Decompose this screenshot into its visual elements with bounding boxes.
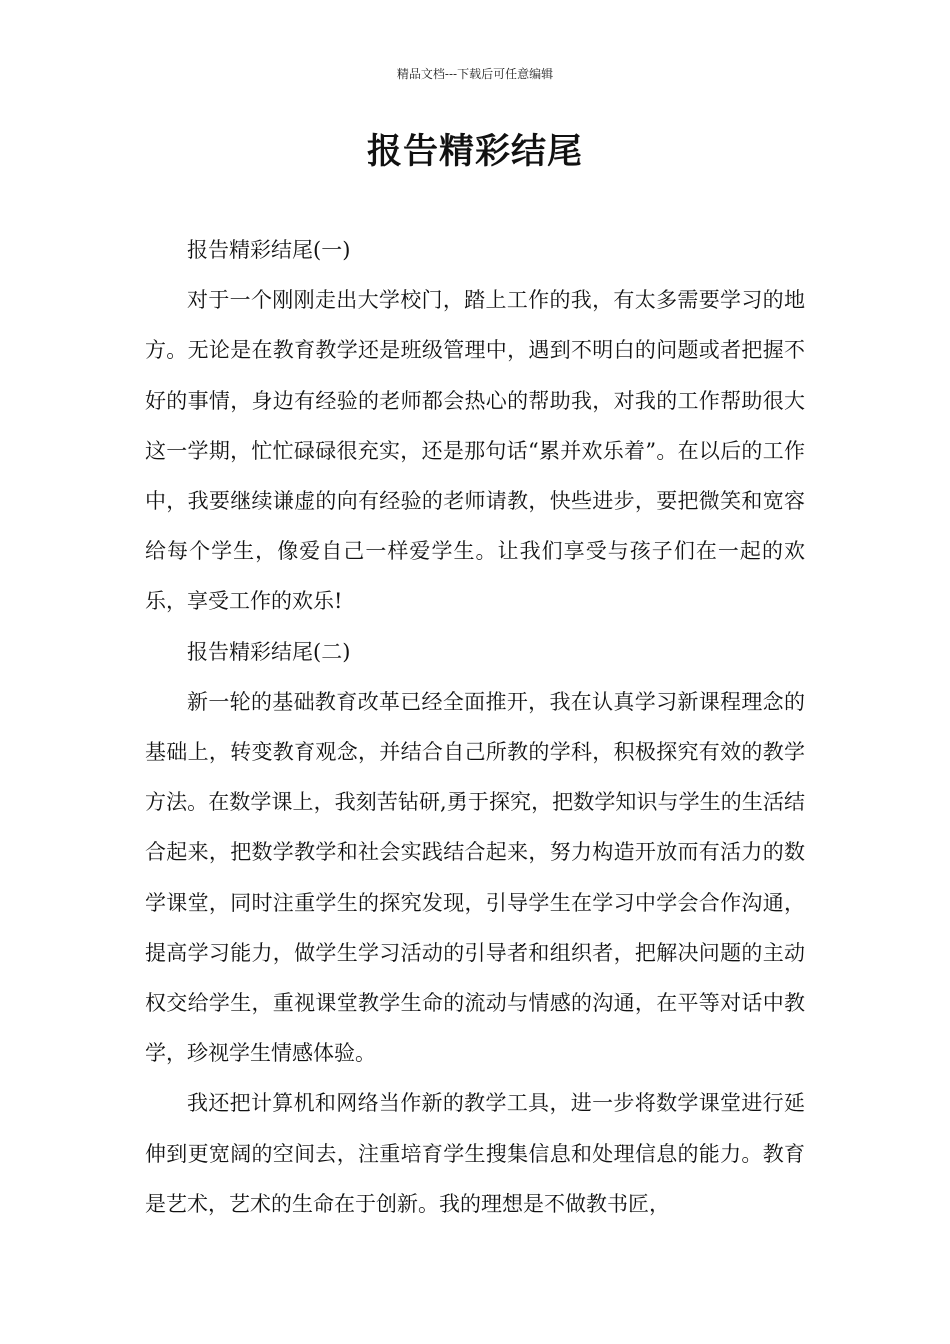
document-body [145, 225, 805, 1229]
section-heading: 报告精彩结尾(二) [187, 639, 351, 664]
section-heading: 报告精彩结尾(一) [187, 238, 351, 262]
section-2 [145, 627, 805, 1229]
header-note: 精品文档---下载后可任意编辑 [396, 67, 554, 81]
document-title: 报告精彩结尾 [366, 131, 583, 172]
paragraph: 新一轮的基础教育改革已经全面推开，我在认真学习新课程理念的基础上，转变教育观念，并结合自己所教的学科，积极探究有效的教学方法。在数学课上，我刻苦钻研,勇于探究，把数学知识与学生的生活结合起来，把数学教学和社会实践结合起来，努力构造开放而有活力的数学课堂，同时注重学生的探究发现，引导学生在学习中学会合作沟通，提高学习能力，做学生学习活动的引导者和组织者，把解决问题的主动权交给学生，重视课堂教学生命的流动与情感的沟通，在平等对话中教学，珍视学生情感体验。 [145, 689, 805, 1066]
paragraph: 对于一个刚刚走出大学校门，踏上工作的我，有太多需要学习的地方。无论是在教育教学还是班级管理中，遇到不明白的问题或者把握不好的事情，身边有经验的老师都会热心的帮助我，对我的工作帮助很大这一学期，忙忙碌碌很充实，还是那句话“累并欢乐着”。在以后的工作中，我要继续谦虚的向有经验的老师请教，快些进步，要把微笑和宽容给每个学生，像爱自己一样爱学生。让我们享受与孩子们在一起的欢乐，享受工作的欢乐! [145, 288, 805, 614]
paragraph: 我还把计算机和网络当作新的教学工具，进一步将数学课堂进行延伸到更宽阔的空间去，注重培育学生搜集信息和处理信息的能力。教育是艺术，艺术的生命在于创新。我的理想是不做教书匠， [145, 1091, 805, 1216]
section-1 [145, 225, 805, 627]
